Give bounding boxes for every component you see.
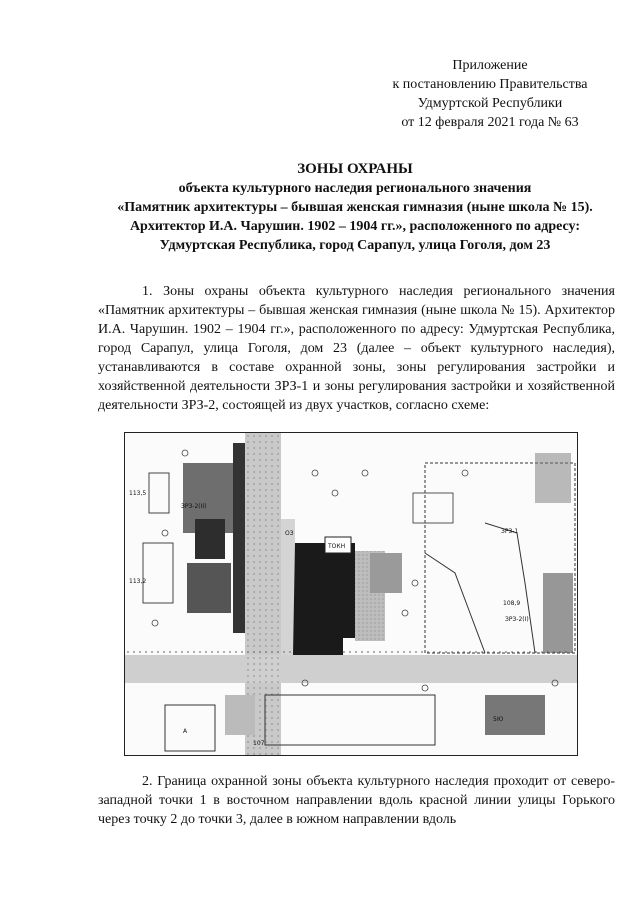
building — [543, 573, 573, 653]
building-strip — [233, 443, 245, 633]
title-line: ЗОНЫ ОХРАНЫ — [297, 161, 413, 177]
building — [535, 453, 571, 503]
label-zrz-1: ЗРЗ-1 — [501, 528, 519, 535]
building — [195, 519, 225, 559]
appendix-block — [360, 56, 620, 132]
building-outline — [265, 695, 435, 745]
building-outline — [165, 705, 215, 751]
label-elevation: 113,2 — [129, 578, 147, 585]
label-oz: ОЗ — [285, 530, 294, 537]
lot-outline — [149, 473, 169, 513]
appendix-line: от 12 февраля 2021 года № 63 — [401, 115, 579, 130]
label-elevation: 108,9 — [503, 600, 521, 607]
street-segment — [281, 519, 295, 655]
appendix-line: Приложение — [452, 58, 528, 73]
paragraph-1: 1. Зоны охраны объекта культурного наследия регионального значения «Памятник архитектуры – бывшая женская гимназия (ныне школа № 15). Архитектор И.А. Чарушин. 1902 – 1904 гг.», расположенного по адресу: Удмуртская Республика, город Сарапул, улица Гоголя, дом 23 (далее – объект культурного наследия), устанавливаются в составе охранной зоны, зоны регулирования застройки и хозяйственной деятельности ЗРЗ-1 и зоны регулирования застройки и хозяйственной деятельности ЗРЗ-2, состоящей из двух участков, согласно схеме: — [98, 284, 615, 413]
building — [485, 695, 545, 735]
building — [187, 563, 231, 613]
title-line: «Памятник архитектуры – бывшая женская гимназия (ныне школа № 15). — [117, 200, 593, 215]
appendix-line: Удмуртской Республики — [417, 96, 563, 111]
document-title — [60, 160, 640, 255]
title-line: Архитектор И.А. Чарушин. 1902 – 1904 гг.», расположенного по адресу: — [129, 219, 581, 234]
contour-line — [425, 553, 485, 653]
boundary-dots — [125, 647, 577, 657]
zone-scheme-map — [124, 432, 578, 756]
label-distance: 5Ю — [493, 716, 504, 723]
label-letter: А — [183, 728, 188, 735]
paragraph-2: 2. Граница охранной зоны объекта культурного наследия проходит от северо-западной точки 1 в восточном направлении вдоль красной линии улицы Горького через точку 2 до точки 3, далее в южном направлении вдоль — [98, 774, 615, 827]
lot-outline — [143, 543, 173, 603]
label-zrz-2-1: ЗРЗ-2(I) — [505, 616, 529, 623]
title-line: Удмуртская Республика, город Сарапул, улица Гоголя, дом 23 — [159, 238, 551, 253]
street-horizontal — [125, 655, 577, 683]
appendix-line: к постановлению Правительства — [392, 77, 588, 92]
label-zrz-2-2: ЗРЗ-2(II) — [181, 503, 207, 510]
label-tokn: ТОКН — [328, 543, 346, 550]
label-elevation: 107 — [253, 740, 265, 747]
scheme-drawing — [125, 433, 577, 755]
building — [225, 695, 255, 735]
title-line: объекта культурного наследия регионального значения — [178, 181, 532, 196]
label-elevation: 113,5 — [129, 490, 147, 497]
contour-line — [485, 523, 535, 653]
building — [370, 553, 402, 593]
lot-outline — [413, 493, 453, 523]
